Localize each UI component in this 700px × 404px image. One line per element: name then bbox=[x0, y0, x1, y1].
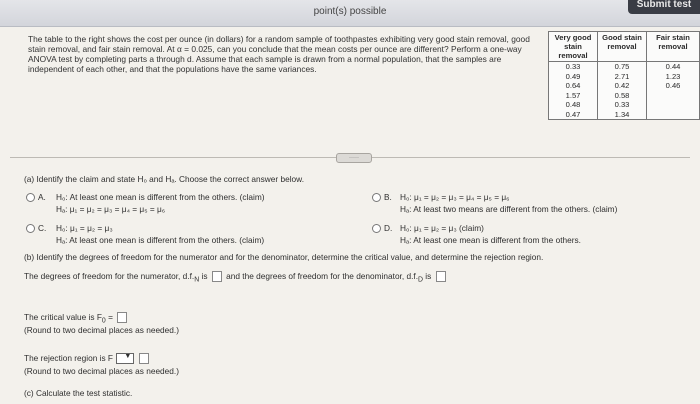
df-denominator-label: and the degrees of freedom for the denominator, d.f. bbox=[226, 271, 418, 281]
round-note-1: (Round to two decimal places as needed.) bbox=[24, 325, 179, 335]
table-cell bbox=[647, 110, 700, 120]
table-row bbox=[549, 110, 700, 120]
df-denominator-is: is bbox=[423, 271, 432, 281]
option-c-radio[interactable] bbox=[26, 224, 35, 233]
table-cell bbox=[647, 100, 700, 110]
table-cell: 2.71 bbox=[598, 72, 647, 82]
chevron-down-icon: ▼ bbox=[124, 353, 132, 361]
critical-value-row bbox=[24, 312, 129, 325]
table-row bbox=[549, 62, 700, 72]
part-c-prompt: (c) Calculate the test statistic. bbox=[24, 388, 133, 398]
table-cell: 0.48 bbox=[549, 100, 598, 110]
option-c-letter: C. bbox=[38, 223, 47, 233]
table-cell: 0.33 bbox=[598, 100, 647, 110]
option-a-letter: A. bbox=[38, 192, 46, 202]
table-cell: 1.57 bbox=[549, 91, 598, 101]
rejection-comparison-dropdown[interactable] bbox=[116, 353, 134, 364]
rejection-region-input[interactable] bbox=[139, 353, 149, 364]
table-cell: 0.33 bbox=[549, 62, 598, 72]
critical-value-equals: = bbox=[105, 312, 113, 322]
table-cell: 0.64 bbox=[549, 81, 598, 91]
points-possible-label: point(s) possible bbox=[313, 6, 387, 17]
top-bar bbox=[0, 0, 700, 27]
table-cell: 0.47 bbox=[549, 110, 598, 120]
column-header-fair: Fair stain removal bbox=[647, 32, 700, 62]
part-a-prompt: (a) Identify the claim and state H₀ and Hₐ. Choose the correct answer below. bbox=[24, 174, 305, 184]
expand-handle[interactable]: ····· bbox=[336, 153, 372, 163]
option-b-radio[interactable] bbox=[372, 193, 381, 202]
table-row bbox=[549, 100, 700, 110]
table-cell bbox=[647, 91, 700, 101]
data-table bbox=[548, 31, 700, 120]
option-c-line2: Hₐ: At least one mean is different from the others. (claim) bbox=[56, 235, 265, 245]
option-b-line1: H₀: μ₁ = μ₂ = μ₃ = μ₄ = μ₅ = μ₆ bbox=[400, 192, 510, 202]
part-b-prompt: (b) Identify the degrees of freedom for the numerator and for the denominator, determine the critical value, and determine the rejection region. bbox=[24, 252, 544, 262]
option-d-line2: Hₐ: At least one mean is different from the others. bbox=[400, 235, 581, 245]
option-a-line1: H₀: At least one mean is different from the others. (claim) bbox=[56, 192, 265, 202]
option-d-line1: H₀: μ₁ = μ₂ = μ₃ (claim) bbox=[400, 223, 484, 233]
question-page bbox=[0, 27, 700, 404]
table-row bbox=[549, 81, 700, 91]
df-denominator-subscript: D bbox=[418, 276, 423, 284]
df-numerator-subscript: N bbox=[194, 276, 200, 284]
rejection-region-row bbox=[24, 353, 151, 364]
column-header-very-good: Very good stain removal bbox=[549, 32, 598, 62]
critical-value-label: The critical value is F bbox=[24, 312, 102, 322]
table-cell: 0.42 bbox=[598, 81, 647, 91]
table-cell: 0.46 bbox=[647, 81, 700, 91]
table-cell: 1.34 bbox=[598, 110, 647, 120]
df-numerator-input[interactable] bbox=[212, 271, 222, 282]
option-d-radio[interactable] bbox=[372, 224, 381, 233]
df-numerator-label: The degrees of freedom for the numerator, d.f. bbox=[24, 271, 195, 281]
option-d-letter: D. bbox=[384, 223, 393, 233]
degrees-of-freedom-row bbox=[24, 271, 448, 284]
table-cell: 0.44 bbox=[647, 62, 700, 72]
table-row bbox=[549, 91, 700, 101]
critical-value-subscript: 0 bbox=[101, 317, 106, 325]
critical-value-input[interactable] bbox=[117, 312, 127, 323]
df-denominator-input[interactable] bbox=[436, 271, 446, 282]
table-row bbox=[549, 72, 700, 82]
option-a-radio[interactable] bbox=[26, 193, 35, 202]
round-note-2: (Round to two decimal places as needed.) bbox=[24, 366, 179, 376]
df-numerator-is: is bbox=[199, 271, 208, 281]
table-cell: 0.75 bbox=[598, 62, 647, 72]
table-cell: 0.58 bbox=[598, 91, 647, 101]
option-c-line1: H₀: μ₁ = μ₂ = μ₃ bbox=[56, 223, 113, 233]
table-cell: 1.23 bbox=[647, 72, 700, 82]
submit-test-button[interactable]: Submit test bbox=[628, 0, 700, 14]
option-a-line2: Hₐ: μ₁ = μ₂ = μ₃ = μ₄ = μ₅ = μ₆ bbox=[56, 204, 166, 214]
option-b-letter: B. bbox=[384, 192, 392, 202]
column-header-good: Good stain removal bbox=[598, 32, 647, 62]
table-cell: 0.49 bbox=[549, 72, 598, 82]
problem-statement: The table to the right shows the cost per ounce (in dollars) for a random sample of toothpastes exhibiting very good stain removal, good stain removal, and fair stain removal. At α = 0.025, can you conclude that the mean costs per ounce are different? Perform a one-way ANOVA test by completing parts a through d. Assume that each sample is drawn from a normal population, that the samples are independent of each other, and that the populations have the same variances. bbox=[28, 34, 530, 74]
option-b-line2: Hₐ: At least two means are different from the others. (claim) bbox=[400, 204, 618, 214]
rejection-region-label: The rejection region is F bbox=[24, 353, 114, 363]
